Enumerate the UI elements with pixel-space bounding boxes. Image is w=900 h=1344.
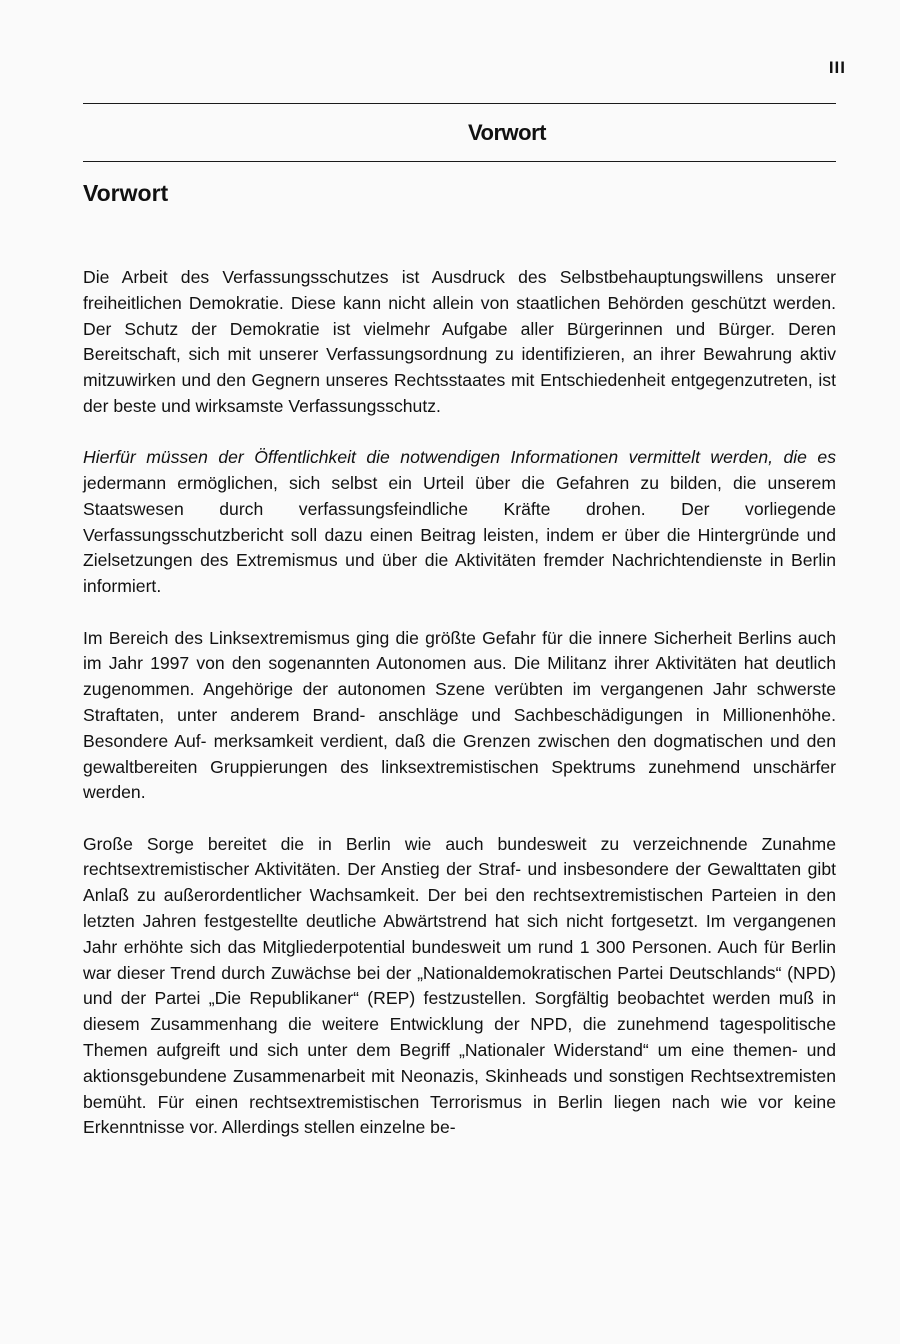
header-rule-top xyxy=(83,103,836,104)
section-title: Vorwort xyxy=(83,180,169,206)
paragraph: Hierfür müssen der Öffentlichkeit die notwendigen Informationen vermittelt werden, die es jedermann ermöglichen, sich selbst ein Urteil über die Gefahren zu bilden, die unserem Staatswesen durch verfassungsfeindliche Kräfte drohen. Der vorliegende Verfassungsschutzbericht soll dazu einen Beitrag leisten, indem er über die Hintergründe und Zielsetzungen des Extremismus und über die Aktivitäten fremder Nachrichtendienste in Berlin informiert. xyxy=(83,447,836,597)
paragraph: Die Arbeit des Verfassungsschutzes ist Ausdruck des Selbstbehauptungswillens unserer freiheitlichen Demokratie. Diese kann nicht allein von staatlichen Behörden geschützt werden. Der Schutz der Demokratie ist vielmehr Aufgabe aller Bürgerinnen und Bürger. Deren Bereitschaft, sich mit unserer Verfassungsordnung zu identifizieren, an ihrer Bewahrung aktiv mitzuwirken und den Gegnern unseres Rechtsstaates mit Entschiedenheit entgegenzutreten, ist der beste und wirksamste Verfassungsschutz. xyxy=(83,267,836,416)
running-header: Vorwort xyxy=(468,120,546,145)
body-text xyxy=(83,265,836,1167)
paragraph: Im Bereich des Linksextremismus ging die größte Gefahr für die innere Sicherheit Berlins auch im Jahr 1997 von den sogenannten Autonomen aus. Die Militanz ihrer Aktivitäten hat deutlich zugenommen. Angehörige der autonomen Szene verübten im vergangenen Jahr schwerste Straftaten, unter anderem Brand- anschläge und Sachbeschädigungen in Millionenhöhe. Besondere Auf- merksamkeit verdient, daß die Grenzen zwischen den dogmatischen und den gewaltbereiten Gruppierungen des linksextremistischen Spektrums zunehmend unschärfer werden. xyxy=(83,627,836,803)
paragraph: Große Sorge bereitet die in Berlin wie auch bundesweit zu verzeichnende Zunahme rechtsextremistischer Aktivitäten. Der Anstieg der Straf- und insbesondere der Gewalttaten gibt Anlaß zu außerordentlicher Wachsamkeit. Der bei den rechtsextremistischen Parteien in den letzten Jahren festgestellte deutliche Abwärtstrend hat sich nicht fortgesetzt. Im vergangenen Jahr erhöhte sich das Mitgliederpotential bundesweit um rund 1 300 Personen. Auch für Berlin war dieser Trend durch Zuwächse bei der „Nationaldemokratischen Partei Deutschlands“ (NPD) und der Partei „Die Republikaner“ (REP) festzustellen. Sorgfältig beobachtet werden muß in diesem Zusammenhang die weitere Entwicklung der NPD, die zunehmend tagespolitische Themen aufgreift und sich unter dem Begriff „Nationaler Widerstand“ um eine themen- und aktionsgebundene Zusammenarbeit mit Neonazis, Skinheads und sonstigen Rechtsextremisten bemüht. Für einen rechtsextremistischen Terrorismus in Berlin liegen nach wie vor keine Erkenntnisse vor. Allerdings stellen einzelne be- xyxy=(83,833,836,1138)
header-rule-bottom xyxy=(83,161,836,162)
page-number: III xyxy=(828,58,846,77)
